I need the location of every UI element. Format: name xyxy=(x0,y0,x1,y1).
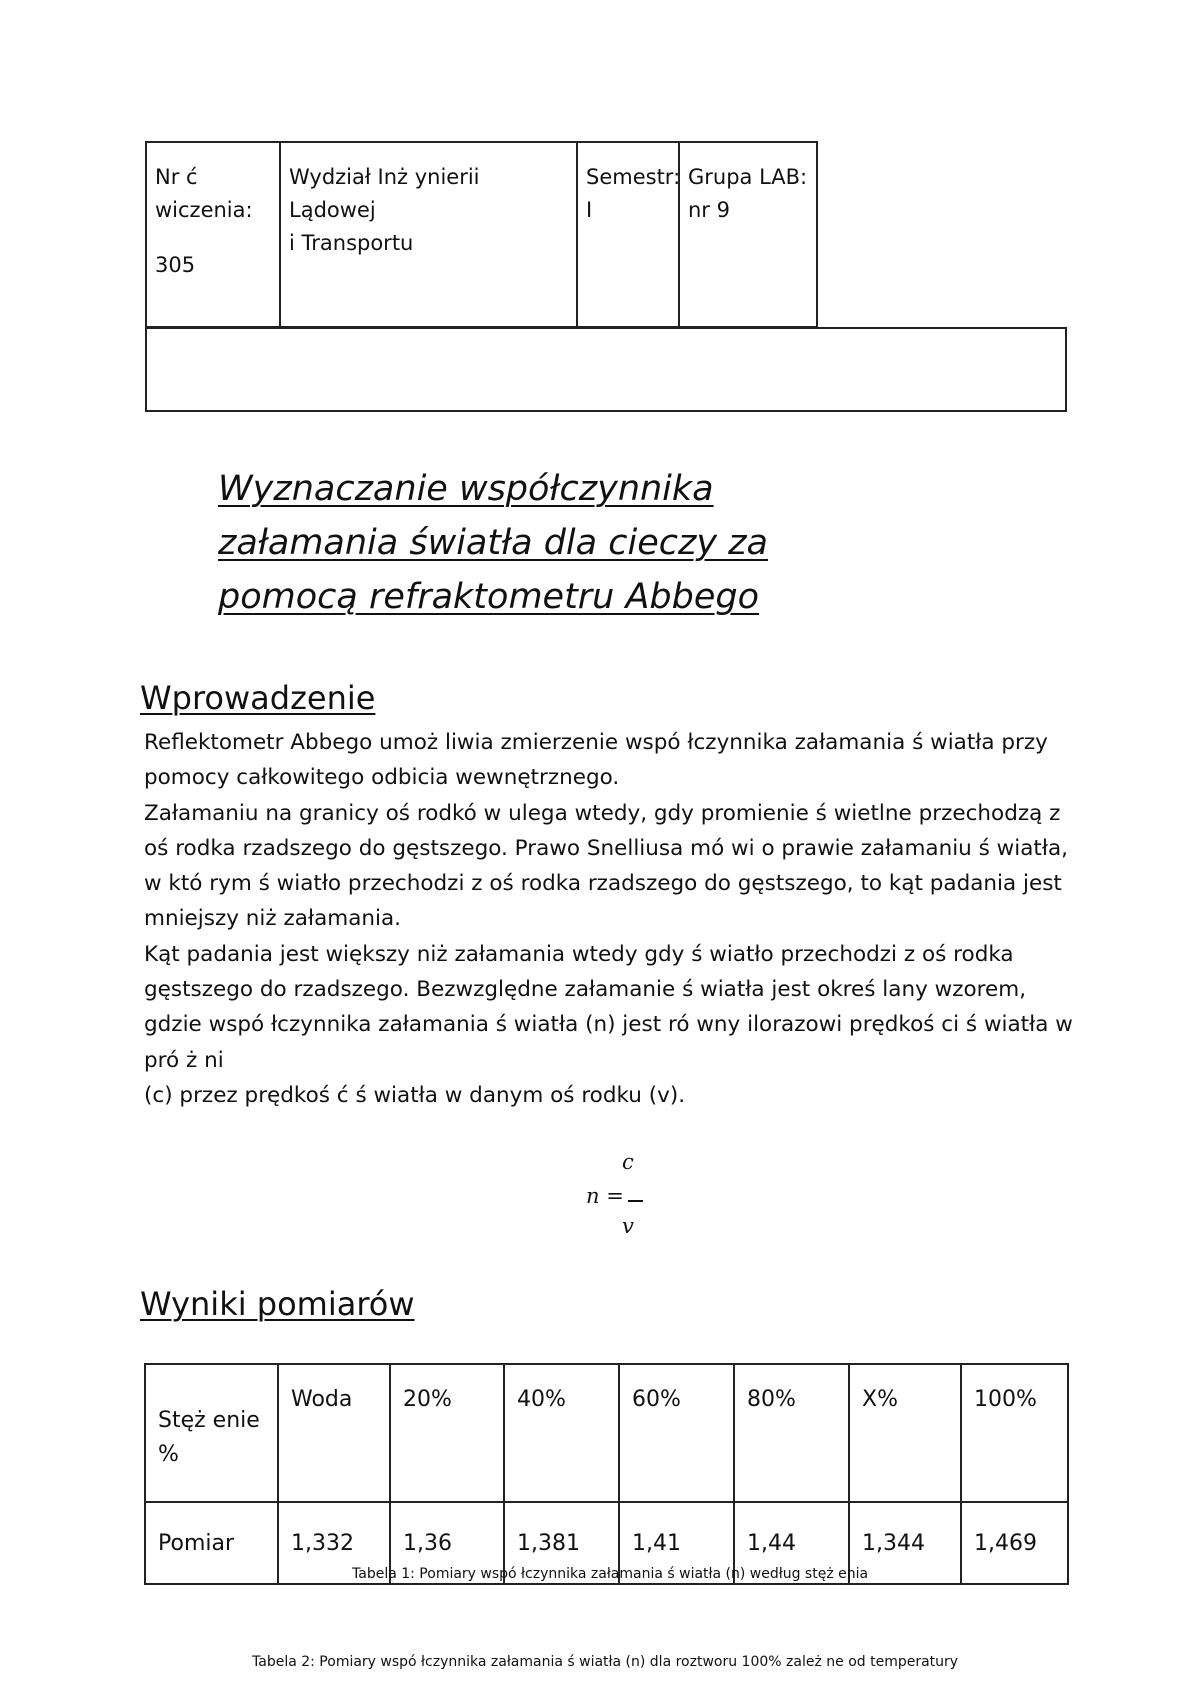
table-caption-2: Tabela 2: Pomiary wspó łczynnika załamania ś wiatła (n) dla roztworu 100% zależ ne od temperatury xyxy=(252,1654,959,1670)
column-header: 40% xyxy=(504,1364,619,1502)
intro-line: gęstszego do rzadszego. Bezwzględne załamanie ś wiatła jest okreś lany wzorem, xyxy=(144,977,1027,1003)
header-table xyxy=(145,141,818,328)
semester-label: Semestr: xyxy=(586,165,681,189)
measurement-value: 1,44 xyxy=(734,1502,849,1584)
semester-cell xyxy=(577,142,679,327)
column-header: 100% xyxy=(961,1364,1068,1502)
measurement-value: 1,344 xyxy=(849,1502,961,1584)
concentration-label: Stęż enie % xyxy=(145,1364,278,1502)
faculty-line-2: i Transportu xyxy=(289,231,414,255)
column-header: 80% xyxy=(734,1364,849,1502)
exercise-number-cell xyxy=(146,142,280,327)
intro-line: pomocy całkowitego odbicia wewnętrznego. xyxy=(144,765,620,791)
fraction-bar xyxy=(628,1200,643,1202)
intro-line: Załamaniu na granicy oś rodkó w ulega wtedy, gdy promienie ś wietlne przechodzą z xyxy=(144,800,1061,826)
group-value: nr 9 xyxy=(688,198,730,222)
measurement-value: 1,36 xyxy=(390,1502,504,1584)
intro-line: oś rodka rzadszego do gęstszego. Prawo Snelliusa mó wi o prawie załamaniu ś wiatła, xyxy=(144,835,1068,861)
faculty-cell xyxy=(280,142,577,327)
title-line-2: załamania światła dla cieczy za xyxy=(218,523,769,563)
document-title xyxy=(218,462,778,624)
intro-line: mniejszy niż załamania. xyxy=(144,906,401,932)
column-header: X% xyxy=(849,1364,961,1502)
title-line-1: Wyznaczanie współczynnika xyxy=(218,469,714,509)
intro-line: Reflektometr Abbego umoż liwia zmierzenie wspó łczynnika załamania ś wiatła przy xyxy=(144,730,1048,755)
intro-body xyxy=(144,725,1074,1113)
exercise-number: 305 xyxy=(155,253,196,277)
exercise-label-1: Nr ć xyxy=(155,165,198,189)
header-empty-row xyxy=(145,327,1067,412)
column-header: Woda xyxy=(278,1364,390,1502)
formula-lhs: n = xyxy=(586,1184,624,1208)
measurement-label: Pomiar xyxy=(145,1502,278,1584)
results-heading: Wyniki pomiarów xyxy=(140,1285,415,1323)
faculty-line-1: Wydział Inż ynierii Lądowej xyxy=(289,165,480,222)
measurement-value: 1,332 xyxy=(278,1502,390,1584)
table-caption-1: Tabela 1: Pomiary wspó łczynnika załamania ś wiatła (n) według stęż enia xyxy=(352,1566,869,1582)
measurement-value: 1,381 xyxy=(504,1502,619,1584)
formula-numerator: c xyxy=(622,1150,634,1174)
empty-cell xyxy=(146,328,1066,411)
group-label: Grupa LAB: xyxy=(688,165,808,189)
intro-heading: Wprowadzenie xyxy=(140,679,376,717)
intro-line: (c) przez prędkoś ć ś wiatła w danym oś rodku (v). xyxy=(144,1082,686,1108)
group-cell xyxy=(679,142,817,327)
measurement-value: 1,469 xyxy=(961,1502,1068,1584)
column-header: 60% xyxy=(619,1364,734,1502)
column-header: 20% xyxy=(390,1364,504,1502)
exercise-label-2: wiczenia: xyxy=(155,198,253,222)
intro-line: w któ rym ś wiatło przechodzi z oś rodka rzadszego do gęstszego, to kąt padania jest xyxy=(144,871,1062,897)
results-table xyxy=(144,1363,1069,1585)
formula-denominator: v xyxy=(622,1214,634,1238)
intro-line: pró ż ni xyxy=(144,1047,224,1073)
intro-line: Kąt padania jest większy niż załamania wtedy gdy ś wiatło przechodzi z oś rodka xyxy=(144,941,1014,967)
title-line-3: pomocą refraktometru Abbego xyxy=(218,577,760,617)
measurement-value: 1,41 xyxy=(619,1502,734,1584)
intro-line: gdzie wspó łczynnika załamania ś wiatła (n) jest ró wny ilorazowi prędkoś ci ś wiatła w xyxy=(144,1012,1073,1038)
semester-value: I xyxy=(586,198,593,222)
